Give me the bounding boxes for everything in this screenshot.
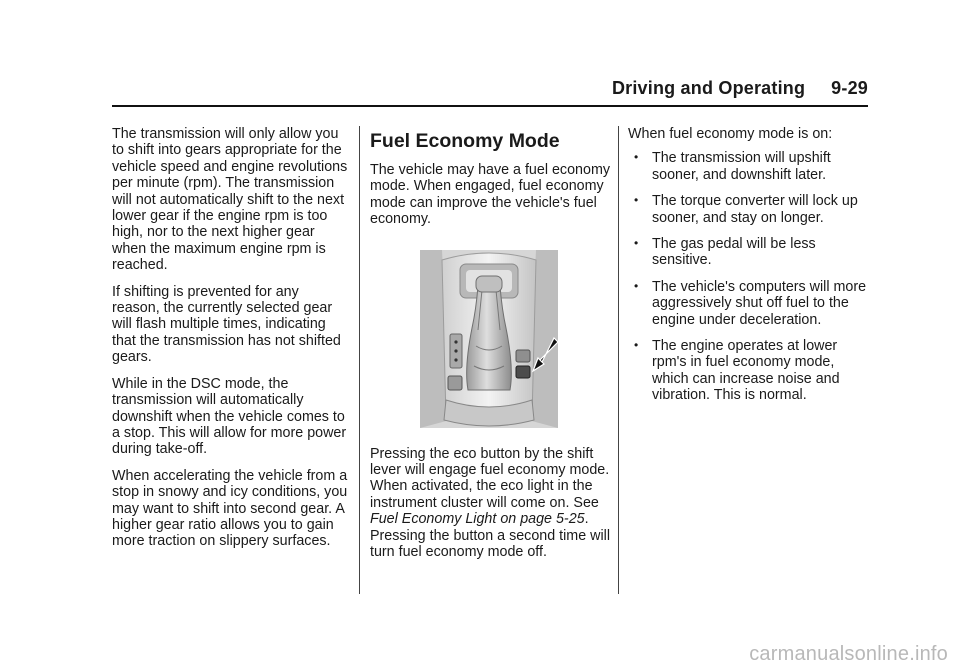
fuel-economy-effects-list bbox=[628, 150, 868, 403]
paragraph: Pressing the eco button by the shift lever will engage fuel economy mode. When activated, the eco light in the instrument cluster will come on. See Fuel Economy Light on page 5-25. Pressing the button a second time will turn fuel economy mode off. bbox=[370, 445, 610, 561]
bullet-icon: • bbox=[634, 236, 639, 251]
column-divider-1 bbox=[359, 126, 360, 594]
list-item: • The vehicle's computers will more aggressively shut off fuel to the engine under deceleration. bbox=[634, 278, 867, 328]
column-1 bbox=[112, 126, 348, 560]
site-watermark: carmanualsonline.info bbox=[749, 643, 948, 665]
column-3 bbox=[628, 126, 868, 414]
list-item: • The torque converter will lock up sooner, and stay on longer. bbox=[634, 193, 858, 226]
page-header bbox=[112, 78, 868, 102]
header-rule bbox=[112, 105, 868, 107]
page-number: 9-29 bbox=[831, 78, 868, 98]
list-item: • The gas pedal will be less sensitive. bbox=[634, 236, 816, 269]
paragraph: The vehicle may have a fuel economy mode. When engaged, fuel economy mode can improve the vehicle's fuel economy. bbox=[370, 162, 610, 228]
shift-lever-illustration bbox=[420, 250, 558, 428]
list-intro: When fuel economy mode is on: bbox=[628, 126, 833, 142]
bullet-icon: • bbox=[634, 278, 639, 293]
column-2 bbox=[370, 126, 610, 570]
paragraph: The transmission will only allow you to shift into gears appropriate for the vehicle speed and engine revolutions per minute (rpm). The transmission will not automatically shift to the next lower gear if the engine rpm is too high, nor to the next higher gear when the maximum engine rpm is reached. bbox=[112, 126, 348, 274]
paragraph: When accelerating the vehicle from a stop in snowy and icy conditions, you may want to shift into second gear. A higher gear ratio allows you to gain more traction on slippery surfaces. bbox=[112, 467, 348, 550]
paragraph: While in the DSC mode, the transmission will automatically downshift when the vehicle comes to a stop. This will allow for more power during take-off. bbox=[112, 375, 347, 458]
list-item: • The transmission will upshift sooner, and downshift later. bbox=[634, 150, 831, 183]
section-title: Driving and Operating bbox=[611, 78, 806, 98]
bullet-icon: • bbox=[634, 193, 639, 208]
column-divider-2 bbox=[618, 126, 619, 594]
bullet-icon: • bbox=[634, 150, 639, 165]
cross-reference-link[interactable]: Fuel Economy Light on page 5-25 bbox=[370, 511, 585, 528]
section-heading: Fuel Economy Mode bbox=[370, 130, 560, 152]
bullet-icon: • bbox=[634, 338, 639, 353]
paragraph: If shifting is prevented for any reason, the currently selected gear will flash multiple times, indicating that the transmission has not shifted gears. bbox=[112, 283, 341, 366]
list-item: • The engine operates at lower rpm's in fuel economy mode, which can increase noise and vibration. This is normal. bbox=[634, 338, 840, 404]
